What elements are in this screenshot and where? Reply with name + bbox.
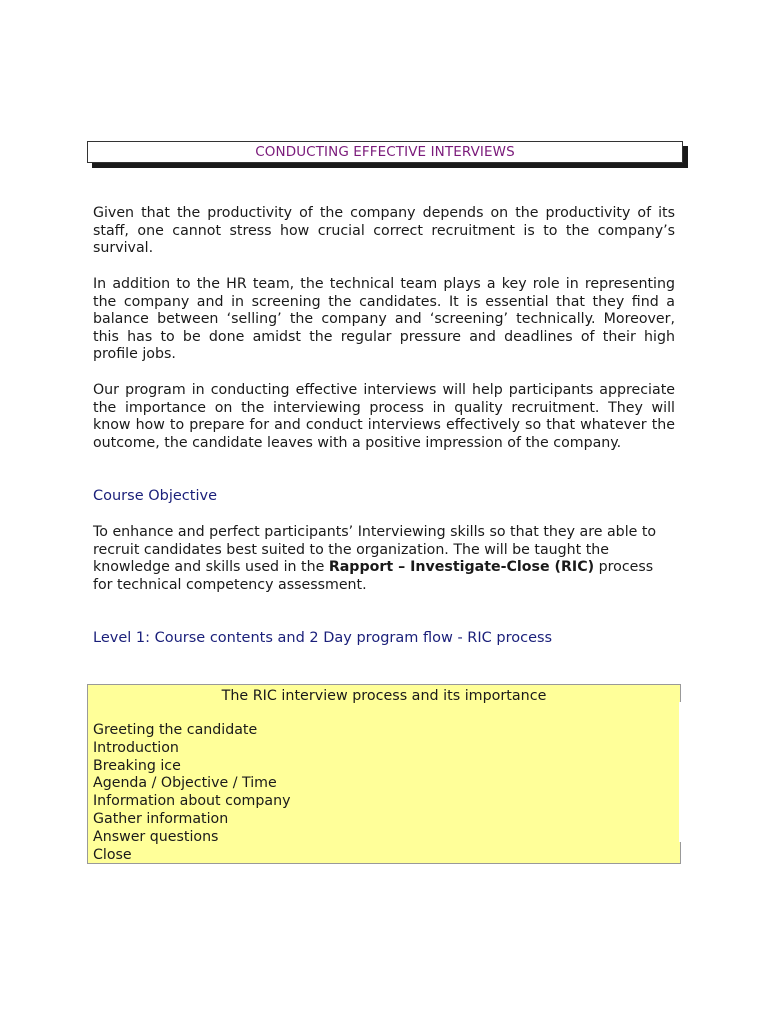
intro-paragraph-3: Our program in conducting effective interviews will help participants appreciate the importance on the interviewing process in quality recruitment. They will know how to prepare for and conduct interviews effectively so that whatever the outcome, the candidate leaves with a positive impression of the company.: [93, 382, 675, 451]
ric-process-name: Rapport – Investigate-Close (RIC): [328, 559, 595, 576]
ric-step: Agenda / Objective / Time: [93, 775, 277, 792]
course-objective-text-part-1: To enhance and perfect participants’ Interviewing skills so that they are able to recruit candidates best suited to the organization. The will be taught the knowledge and skills used in the: [93, 524, 657, 576]
ric-step: Greeting the candidate: [93, 722, 258, 738]
course-objective-text-part-2: process for technical competency assessment.: [93, 559, 654, 593]
ric-step: Close: [93, 846, 132, 863]
ric-step: Gather information: [93, 810, 229, 827]
ric-step: Answer questions: [93, 828, 219, 845]
intro-paragraph-1: Given that the productivity of the company depends on the productivity of its staff, one cannot stress how crucial correct recruitment is to the company’s survival.: [93, 205, 675, 257]
intro-paragraph-2: In addition to the HR team, the technical team plays a key role in representing the company and in screening the candidates. It is essential that they find a balance between ‘selling’ the company and ‘screening’ technically. Moreover, this has to be done amidst the regular pressure and deadlines of their high profile jobs.: [93, 276, 675, 363]
level-1-heading: Level 1: Course contents and 2 Day program flow - RIC process: [93, 630, 553, 646]
course-objective-text: [93, 524, 675, 594]
course-objective-heading: Course Objective: [93, 488, 217, 504]
ric-steps-list: [88, 722, 290, 864]
ric-box-edge-mark: [679, 702, 682, 842]
ric-step: Breaking ice: [93, 757, 181, 774]
ric-step: Introduction: [93, 739, 179, 756]
ric-box-title: The RIC interview process and its importance: [221, 688, 547, 704]
ric-step: Information about company: [93, 793, 291, 810]
document-title: CONDUCTING EFFECTIVE INTERVIEWS: [87, 141, 683, 163]
ric-process-box: [87, 684, 681, 864]
